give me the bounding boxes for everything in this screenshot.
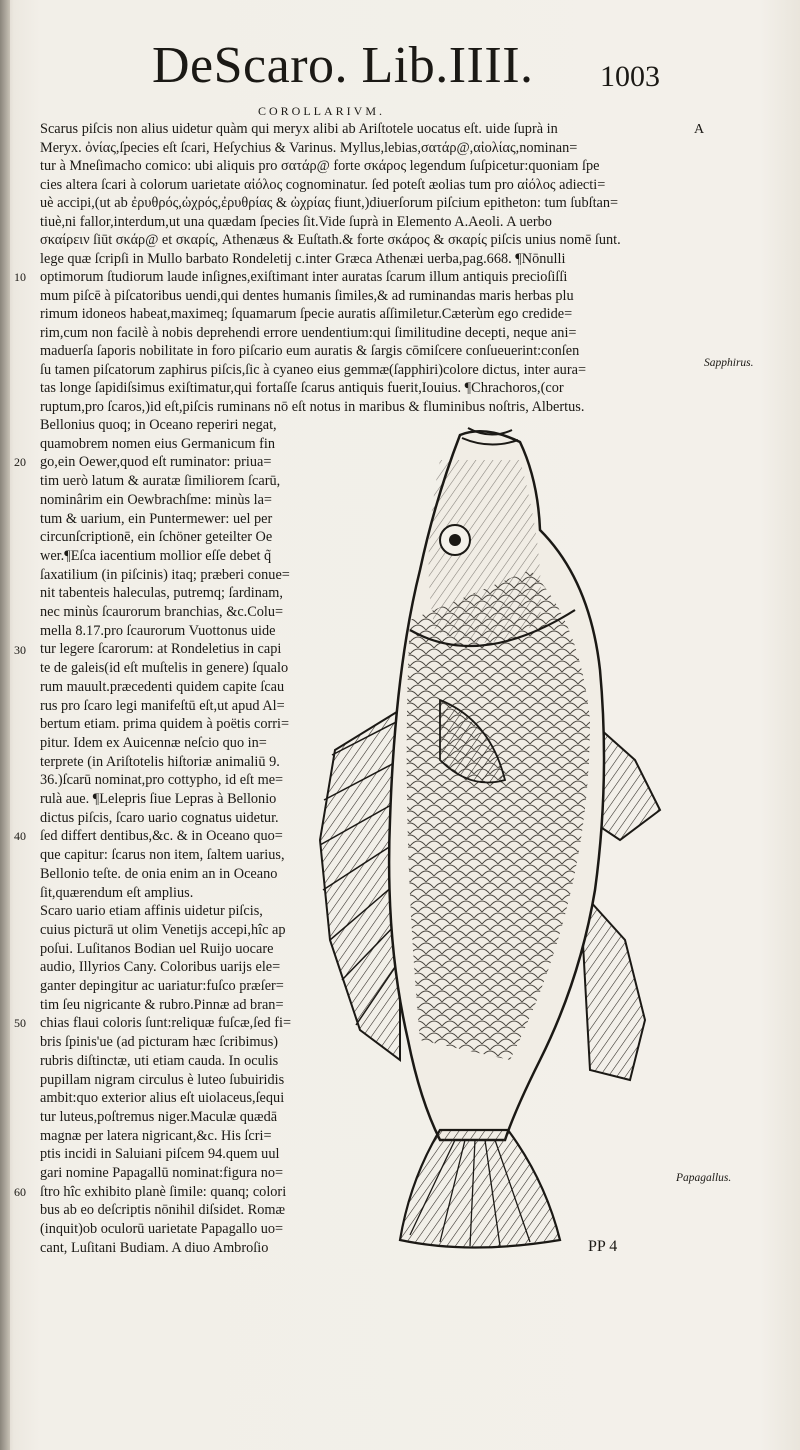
column-line: rus pro ſcaro legi manifeſtū eſt,ut apud Al=: [40, 697, 285, 714]
text-line: ruptum,pro ſcaros,)id eſt,piſcis ruminans nō eſt notus in maribus & fluminibus noſtris, Albertus.: [40, 398, 585, 415]
column-line: ſed differt dentibus,&c. & in Oceano quo=: [40, 828, 283, 845]
column-line: audio, Illyrios Cany. Coloribus uarijs ele=: [40, 959, 281, 976]
text-line: mum piſcē à piſcatoribus uendi,qui dentes humanis ſimiles,& ad ruminandas maris herbas plu: [40, 287, 574, 304]
margin-note-papagallus: Papagallus.: [676, 1172, 732, 1184]
text-line: uè accipi,(ut ab ἐρυθρός,ὠχρός,ἐρυθρίας & ὠχρίας fiunt,)diuerſorum piſcium epitheton: tum ſubſtan=: [40, 195, 619, 211]
column-line: nit tabenteis haleculas, putremq; ſardinam,: [40, 585, 283, 602]
column-line: wer.¶Eſca iacentium mollior eſſe debet q̃: [40, 547, 272, 564]
text-line: tur à Mneſimacho comico: ubi aliquis pro σατάρ@ forte σκάρος legendum ſuſpicetur:quoniam ſpe: [40, 158, 600, 174]
column-line: bus ab eo deſcriptis nōnihil diſsidet. Romæ: [40, 1202, 286, 1219]
column-line: cant, Luſitani Budiam. A diuo Ambroſio: [40, 1239, 269, 1256]
signature-mark: PP 4: [588, 1238, 618, 1255]
column-line: terprete (in Ariſtotelis hiſtoriæ animaliū 9.: [40, 753, 280, 770]
column-line: circunſcriptionē, ein ſchöner geteilter Oe: [40, 529, 273, 546]
column-line: magnæ per latera nigricant,&c. His ſcri=: [40, 1127, 272, 1144]
text-line: maduerſa ſaporis nobilitate in foro piſcario eum auratis & ſargis cōmiſcere conſueuerint:conſen: [40, 343, 580, 359]
text-line: optimorum ſtudiorum laude inſignes,exiſtimant inter auratas ſcarum illum antiquis precioſiſſi: [40, 269, 568, 285]
column-line: gari nomine Papagallū nominat:figura no=: [40, 1165, 284, 1181]
column-line: te de galeis(id eſt muſtelis in genere) ſqualo: [40, 660, 289, 677]
column-line: nec minùs ſcaurorum branchias, &c.Colu=: [40, 604, 284, 620]
column-line: rum mauult.præcedenti quidem capite ſcau: [40, 678, 285, 695]
fish-woodcut-illustration: [290, 420, 680, 1270]
column-line: cuius picturā ut olim Venetijs accepi,hîc ap: [40, 921, 286, 938]
text-line: cies altera ſcari à colorum uarietate αἰόλος cognominatur. ſed poteſt æolias tum pro αἰόλος adiecti=: [40, 176, 606, 193]
column-line: nominârim ein Oewbrachſme: minùs la=: [40, 491, 272, 508]
line-number: 20: [14, 455, 26, 469]
line-number: 60: [14, 1185, 26, 1199]
column-line: tur legere ſcarorum: at Rondeletius in capi: [40, 641, 282, 658]
column-line: bertum etiam. prima quidem à poëtis corri=: [40, 716, 290, 733]
text-line: Scarus piſcis non alius uidetur quàm qui meryx alibi ab Ariſtotele uocatus eſt. uide ſuprà in: [40, 121, 558, 137]
column-line: ſtro hîc exhibito planè ſimile: quanq; colori: [40, 1183, 287, 1200]
text-line: tas longe ſapidiſsimus exiſtimatur,qui fortaſſe ſcarus antiquis fuerit,Iouius. ¶Chrachoros,(cor: [40, 380, 564, 396]
column-line: poſui. Luſitanos Bodian uel Ruijo uocare: [40, 940, 274, 957]
running-title: DeScaro. Lib.IIII.: [152, 37, 534, 94]
column-line: pupillam nigram circulus è luteo ſubuiridis: [40, 1071, 285, 1088]
page-number: 1003: [600, 60, 660, 93]
line-number: 30: [14, 643, 26, 657]
column-line: rulà aue. ¶Lelepris ſiue Lepras à Bellonio: [40, 791, 277, 807]
column-line: ganter depingitur ac uariatur:fuſco præſer=: [40, 978, 284, 994]
text-line: lege quæ ſcripſi in Mullo barbato Rondeletij c.inter Græca Athenæi uerba,pag.668. ¶Nōnulli: [40, 250, 566, 267]
column-line: rubris diſtinctæ, uti etiam cauda. In oculis: [40, 1052, 279, 1069]
column-line: ptis incidi in Saluiani piſcem 94.quem uul: [40, 1146, 280, 1163]
section-heading: COROLLARIVM.: [258, 104, 386, 118]
column-line: ambit:quo exterior alius eſt uiolaceus,ſequi: [40, 1090, 285, 1107]
column-line: tum & uarium, ein Puntermewer: uel per: [40, 510, 273, 527]
column-line: Bellonio teſte. de onia enim an in Oceano: [40, 865, 278, 882]
column-line: tim ſeu nigricante & rubro.Pinnæ ad bran=: [40, 996, 284, 1013]
line-number: 50: [14, 1016, 26, 1030]
column-line: ſaxatilium (in piſcinis) itaq; præberi conue=: [40, 566, 290, 583]
tail-fin: [400, 1130, 560, 1248]
column-line: bris ſpinis'ue (ad picturam hæc ſcribimus): [40, 1034, 279, 1051]
column-line: 36.)ſcarū nominat,pro cottypho, id eſt me=: [40, 772, 284, 789]
margin-letter-a: A: [694, 122, 705, 137]
column-line: mella 8.17.pro ſcaurorum Vuottonus uide: [40, 622, 276, 639]
line-number: 40: [14, 829, 26, 843]
text-line: Meryx. ὀνίας,ſpecies eſt ſcari, Heſychius & Varinus. Myllus,lebias,σατάρ@,αἰολίας,nominan=: [40, 139, 578, 156]
column-line: chias flaui coloris ſunt:reliquæ fuſcæ,ſed fi=: [40, 1015, 292, 1032]
column-line: Scaro uario etiam affinis uidetur piſcis,: [40, 903, 263, 920]
column-line: pitur. Idem ex Auicennæ neſcio quo in=: [40, 734, 267, 751]
column-line: tur luteus,poſtremus niger.Maculæ quædā: [40, 1108, 278, 1125]
page-gutter: [0, 0, 10, 1450]
line-number: 10: [14, 270, 26, 284]
text-line: rim,cum non facilè à nobis deprehendi errore uendentium:qui ſimilitudine decepti, neque ani=: [40, 324, 577, 341]
text-line: tiuè,ni fallor,interdum,ut una quædam ſpecies ſit.Vide ſuprà in Elemento A.Aeoli. A uerbo: [40, 213, 552, 230]
text-line: ſu tamen piſcatorum zaphirus piſcis,ſic à cyaneo eius gemmæ(ſapphiri)colore dictus, inter aura=: [40, 361, 587, 378]
text-line: rimum idoneos habeat,maximeq; ſquamarum ſpecie auratis aſſimiletur.Cæterùm ego credide=: [40, 306, 573, 322]
column-line: quamobrem nomen eius Germanicum fin: [40, 435, 276, 452]
column-line: que capitur: ſcarus non item, ſaltem uarius,: [40, 847, 285, 864]
column-line: (inquit)ob oculorū uarietate Papagallo uo=: [40, 1221, 284, 1238]
column-line: ſit,quærendum eſt amplius.: [40, 884, 194, 901]
column-line: tim uerò latum & auratæ ſimiliorem ſcarū,: [40, 473, 281, 490]
column-line: dictus piſcis, ſcaro uario cognatus uidetur.: [40, 809, 279, 826]
text-line: σκαίρειν ſiūt σκάρ@ et σκαρίς, Athenæus & Euſtath.& forte σκάρος & σκαρίς piſcis unius nomē ſunt.: [40, 232, 621, 248]
column-line: go,ein Oewer,quod eſt ruminator: priua=: [40, 454, 272, 471]
column-line: Bellonius quoq; in Oceano reperiri negat,: [40, 417, 277, 433]
margin-note-sapphirus: Sapphirus.: [704, 357, 754, 369]
